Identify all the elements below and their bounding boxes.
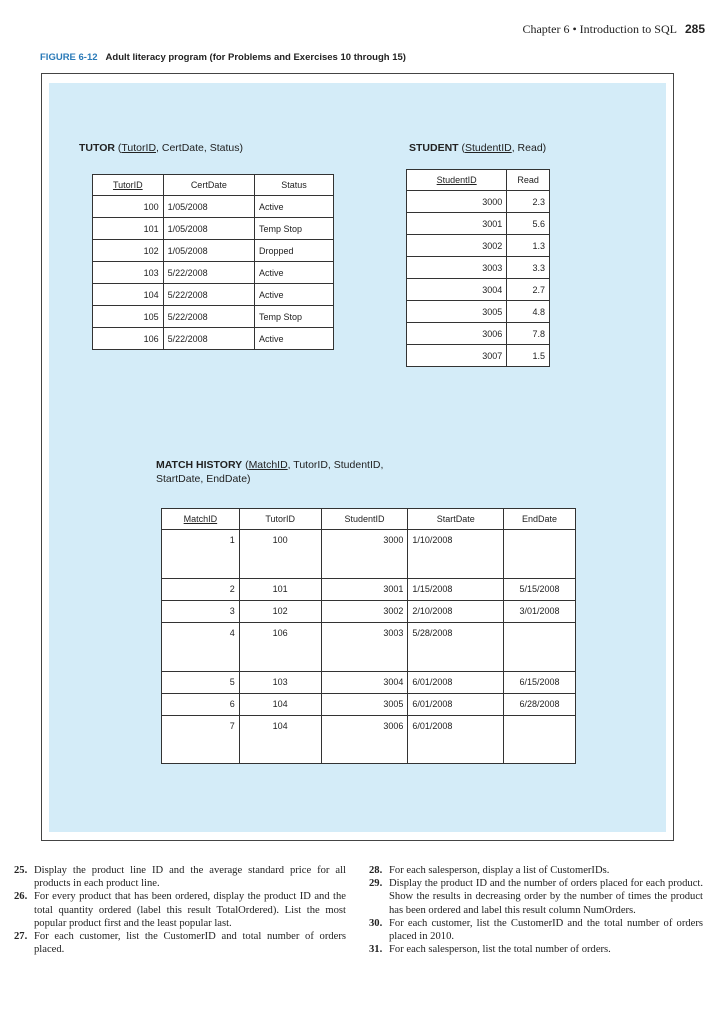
student-cell: 1.5 bbox=[507, 345, 550, 367]
match-schema-line2: StartDate, EndDate) bbox=[156, 473, 251, 485]
match-cell: 5/28/2008 bbox=[408, 623, 504, 672]
match-cell: 6 bbox=[162, 694, 240, 716]
running-header bbox=[522, 22, 705, 37]
tutor-cell: 5/22/2008 bbox=[163, 328, 254, 350]
match-cell: 103 bbox=[239, 672, 321, 694]
tutor-cell: Active bbox=[255, 328, 334, 350]
match-schema-open: ( bbox=[245, 459, 249, 471]
tutor-col-header: TutorID bbox=[93, 175, 164, 196]
student-cell: 3007 bbox=[407, 345, 507, 367]
tutor-schema-open: ( bbox=[117, 142, 122, 154]
match-cell bbox=[504, 716, 576, 764]
match-cell: 2 bbox=[162, 579, 240, 601]
match-cell bbox=[504, 530, 576, 579]
tutor-schema-rest: , CertDate, Status) bbox=[156, 142, 243, 154]
match-cell: 5/15/2008 bbox=[504, 579, 576, 601]
match-cell: 3000 bbox=[321, 530, 408, 579]
tutor-row bbox=[93, 240, 334, 262]
question-text: For each salesperson, list the total number of orders. bbox=[389, 944, 611, 956]
question-text: Display the product ID and the number of orders placed for each product. Show the results in decreasing order by the number of times the product has been ordered and label this result column NumOrders. bbox=[389, 878, 703, 916]
questions-left-column bbox=[14, 864, 346, 956]
figure-panel bbox=[49, 83, 666, 832]
student-cell: 3005 bbox=[407, 301, 507, 323]
page-number: 285 bbox=[684, 22, 705, 36]
question-number: 29. bbox=[369, 878, 383, 890]
student-row bbox=[407, 279, 550, 301]
student-col-header: Read bbox=[507, 170, 550, 191]
tutor-cell: 101 bbox=[93, 218, 164, 240]
student-cell: 3006 bbox=[407, 323, 507, 345]
question-text: For each customer, list the CustomerID and total number of orders placed. bbox=[34, 931, 346, 956]
question-item bbox=[369, 943, 703, 956]
student-row bbox=[407, 323, 550, 345]
tutor-cell: 5/22/2008 bbox=[163, 262, 254, 284]
question-number: 27. bbox=[14, 931, 28, 943]
tutor-cell: Temp Stop bbox=[255, 306, 334, 328]
match-cell: 104 bbox=[239, 694, 321, 716]
match-cell: 3006 bbox=[321, 716, 408, 764]
match-cell: 6/01/2008 bbox=[408, 716, 504, 764]
match-cell: 104 bbox=[239, 716, 321, 764]
tutor-cell: 5/22/2008 bbox=[163, 284, 254, 306]
student-row bbox=[407, 191, 550, 213]
match-cell: 7 bbox=[162, 716, 240, 764]
match-row bbox=[162, 716, 576, 764]
match-row bbox=[162, 694, 576, 716]
match-schema bbox=[156, 458, 383, 486]
match-cell: 3 bbox=[162, 601, 240, 623]
student-cell: 3004 bbox=[407, 279, 507, 301]
match-key: MatchID bbox=[248, 459, 288, 471]
question-number: 26. bbox=[14, 891, 28, 903]
question-text: For each customer, list the CustomerID and the total number of orders placed in 2010. bbox=[389, 917, 703, 943]
questions-right-column bbox=[369, 864, 703, 956]
match-cell: 3004 bbox=[321, 672, 408, 694]
student-row bbox=[407, 257, 550, 279]
tutor-row bbox=[93, 306, 334, 328]
tutor-cell: 5/22/2008 bbox=[163, 306, 254, 328]
match-cell: 3/01/2008 bbox=[504, 601, 576, 623]
tutor-table bbox=[92, 174, 334, 350]
tutor-cell: 1/05/2008 bbox=[163, 196, 254, 218]
question-item bbox=[369, 864, 703, 877]
question-text: For each salesperson, display a list of CustomerIDs. bbox=[389, 865, 610, 876]
match-cell: 3005 bbox=[321, 694, 408, 716]
match-cell: 1 bbox=[162, 530, 240, 579]
match-cell: 6/01/2008 bbox=[408, 672, 504, 694]
student-title: STUDENT bbox=[409, 142, 459, 154]
student-schema-open: ( bbox=[461, 142, 466, 154]
tutor-row bbox=[93, 328, 334, 350]
student-schema bbox=[409, 141, 546, 155]
question-number: 30. bbox=[369, 917, 383, 929]
question-number: 25. bbox=[14, 865, 28, 876]
student-cell: 3001 bbox=[407, 213, 507, 235]
tutor-cell: Temp Stop bbox=[255, 218, 334, 240]
student-cell: 5.6 bbox=[507, 213, 550, 235]
student-cell: 1.3 bbox=[507, 235, 550, 257]
student-cell: 3003 bbox=[407, 257, 507, 279]
tutor-cell: 1/05/2008 bbox=[163, 218, 254, 240]
question-item bbox=[369, 917, 703, 943]
student-cell: 2.3 bbox=[507, 191, 550, 213]
match-schema-rest: , TutorID, StudentID, bbox=[287, 459, 384, 471]
match-cell: 100 bbox=[239, 530, 321, 579]
match-cell: 4 bbox=[162, 623, 240, 672]
figure-caption-text: Adult literacy program (for Problems and Exercises 10 through 15) bbox=[105, 52, 406, 63]
figure-caption bbox=[40, 52, 406, 63]
match-cell: 6/01/2008 bbox=[408, 694, 504, 716]
match-row bbox=[162, 672, 576, 694]
tutor-cell: 103 bbox=[93, 262, 164, 284]
student-row bbox=[407, 301, 550, 323]
match-cell: 1/10/2008 bbox=[408, 530, 504, 579]
student-cell: 2.7 bbox=[507, 279, 550, 301]
question-item bbox=[14, 890, 346, 930]
match-row bbox=[162, 601, 576, 623]
tutor-title: TUTOR bbox=[79, 142, 115, 154]
tutor-row bbox=[93, 284, 334, 306]
match-cell: 3003 bbox=[321, 623, 408, 672]
tutor-cell: Dropped bbox=[255, 240, 334, 262]
tutor-cell: 105 bbox=[93, 306, 164, 328]
student-row bbox=[407, 345, 550, 367]
match-cell bbox=[504, 623, 576, 672]
question-item bbox=[369, 877, 703, 917]
tutor-cell: 1/05/2008 bbox=[163, 240, 254, 262]
student-cell: 3002 bbox=[407, 235, 507, 257]
match-cell: 6/15/2008 bbox=[504, 672, 576, 694]
match-col-header: TutorID bbox=[239, 509, 321, 530]
match-col-header: StartDate bbox=[408, 509, 504, 530]
student-row bbox=[407, 235, 550, 257]
match-cell: 2/10/2008 bbox=[408, 601, 504, 623]
question-item bbox=[14, 930, 346, 956]
match-cell: 5 bbox=[162, 672, 240, 694]
tutor-row bbox=[93, 196, 334, 218]
tutor-cell: Active bbox=[255, 284, 334, 306]
tutor-cell: 102 bbox=[93, 240, 164, 262]
match-cell: 3002 bbox=[321, 601, 408, 623]
tutor-schema bbox=[79, 141, 243, 155]
match-cell: 3001 bbox=[321, 579, 408, 601]
student-cell: 3000 bbox=[407, 191, 507, 213]
question-text: Display the product line ID and the average standard price for all products in each product line. bbox=[34, 865, 346, 890]
match-cell: 106 bbox=[239, 623, 321, 672]
match-col-header: EndDate bbox=[504, 509, 576, 530]
figure-frame bbox=[41, 73, 674, 841]
student-schema-rest: , Read) bbox=[511, 142, 547, 154]
match-cell: 1/15/2008 bbox=[408, 579, 504, 601]
match-cell: 102 bbox=[239, 601, 321, 623]
tutor-row bbox=[93, 262, 334, 284]
question-number: 28. bbox=[369, 865, 383, 876]
match-table bbox=[161, 508, 576, 764]
match-cell: 6/28/2008 bbox=[504, 694, 576, 716]
match-col-header: MatchID bbox=[162, 509, 240, 530]
tutor-cell: 104 bbox=[93, 284, 164, 306]
tutor-cell: Active bbox=[255, 262, 334, 284]
tutor-col-header: CertDate bbox=[163, 175, 254, 196]
student-table bbox=[406, 169, 550, 367]
question-text: For every product that has been ordered, display the product ID and the total quantity ordered (label this result TotalOrdered). List the most popular product first and the least popular last. bbox=[34, 891, 346, 929]
match-col-header: StudentID bbox=[321, 509, 408, 530]
match-title: MATCH HISTORY bbox=[156, 459, 243, 471]
match-cell: 101 bbox=[239, 579, 321, 601]
tutor-cell: 100 bbox=[93, 196, 164, 218]
match-row bbox=[162, 623, 576, 672]
tutor-row bbox=[93, 218, 334, 240]
running-title: Chapter 6 • Introduction to SQL bbox=[522, 22, 677, 36]
match-row bbox=[162, 530, 576, 579]
tutor-cell: 106 bbox=[93, 328, 164, 350]
tutor-col-header: Status bbox=[255, 175, 334, 196]
student-col-header: StudentID bbox=[407, 170, 507, 191]
student-row bbox=[407, 213, 550, 235]
tutor-key: TutorID bbox=[121, 142, 157, 154]
figure-number: FIGURE 6-12 bbox=[40, 52, 98, 63]
student-key: StudentID bbox=[465, 142, 512, 154]
tutor-cell: Active bbox=[255, 196, 334, 218]
student-cell: 3.3 bbox=[507, 257, 550, 279]
question-number: 31. bbox=[369, 944, 383, 956]
match-row bbox=[162, 579, 576, 601]
student-cell: 4.8 bbox=[507, 301, 550, 323]
student-cell: 7.8 bbox=[507, 323, 550, 345]
question-item bbox=[14, 864, 346, 890]
